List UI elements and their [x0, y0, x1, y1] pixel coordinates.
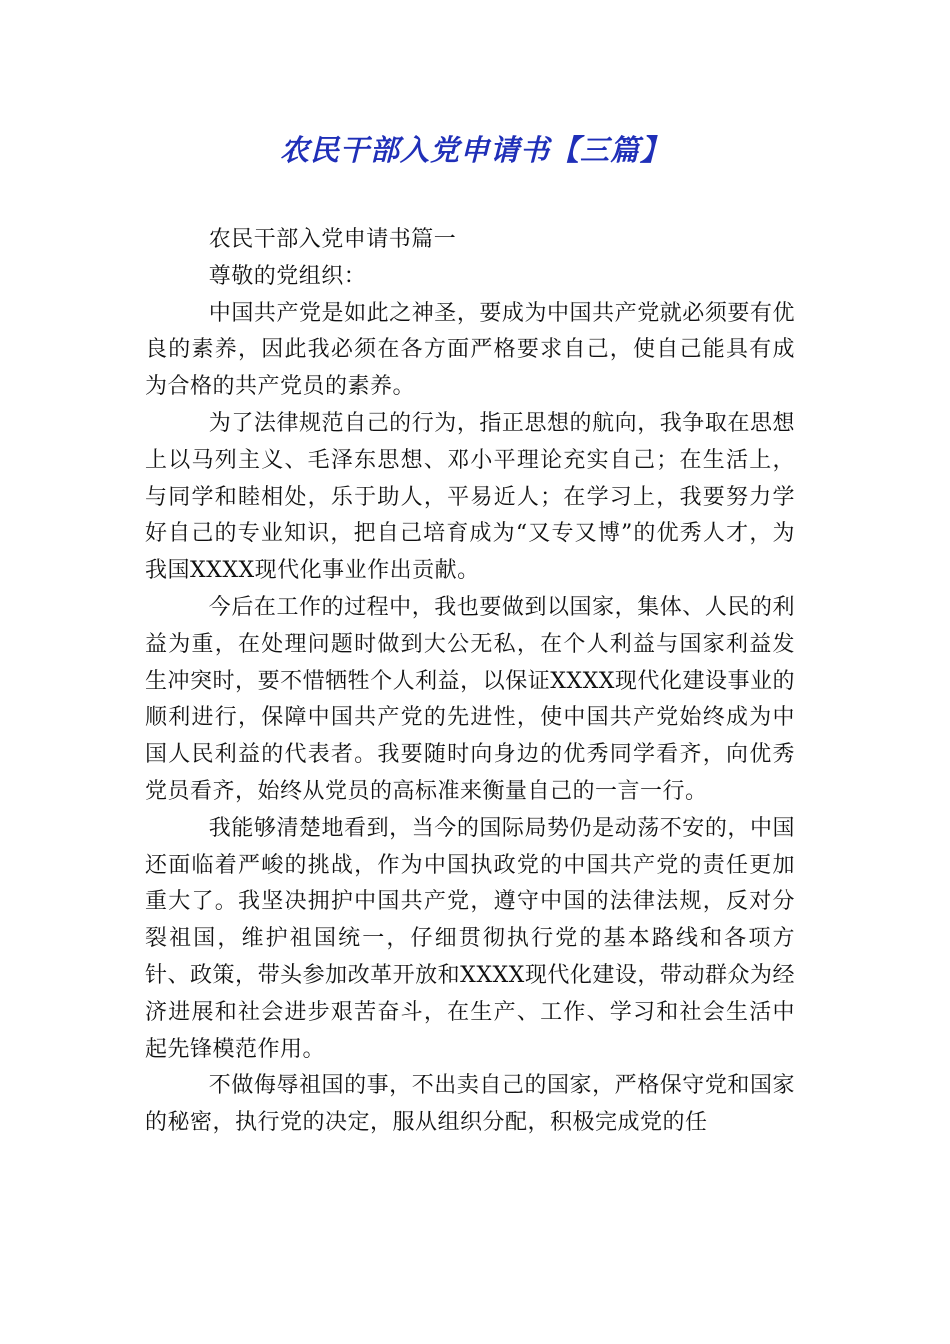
document-body: [145, 222, 795, 1142]
body-paragraph: 今后在工作的过程中，我也要做到以国家，集体、人民的利益为重，在处理问题时做到大公无私，在个人利益与国家利益发生冲突时，要不惜牺牲个人利益，以保证XXXX现代化建设事业的顺利进行，保障中国共产党的先进性，使中国共产党始终成为中国人民利益的代表者。我要随时向身边的优秀同学看齐，向优秀党员看齐，始终从党员的高标准来衡量自己的一言一行。: [145, 594, 795, 804]
document-title: 农民干部入党申请书【三篇】: [279, 133, 670, 167]
section-heading: 农民干部入党申请书篇一: [208, 227, 457, 252]
body-paragraph: 我能够清楚地看到，当今的国际局势仍是动荡不安的，中国还面临着严峻的挑战，作为中国执政党的中国共产党的责任更加重大了。我坚决拥护中国共产党，遵守中国的法律法规，反对分裂祖国，维护祖国统一，仔细贯彻执行党的基本路线和各项方针、政策，带头参加改革开放和XXXX现代化建设，带动群众为经济进展和社会进步艰苦奋斗，在生产、工作、学习和社会生活中起先锋模范作用。: [145, 815, 795, 1062]
salutation: 尊敬的党组织：: [208, 263, 367, 289]
body-paragraph: 为了法律规范自己的行为，指正思想的航向，我争取在思想上以马列主义、毛泽东思想、邓小平理论充实自己；在生活上，与同学和睦相处，乐于助人，平易近人；在学习上，我要努力学好自己的专业知识，把自己培育成为“又专又博”的优秀人才，为我国XXXX现代化事业作出贡献。: [145, 410, 795, 584]
body-paragraph: 中国共产党是如此之神圣，要成为中国共产党就必须要有优良的素养，因此我必须在各方面严格要求自己，使自己能具有成为合格的共产党员的素养。: [145, 300, 795, 400]
body-paragraph: 不做侮辱祖国的事，不出卖自己的国家，严格保守党和国家的秘密，执行党的决定，服从组织分配，积极完成党的任: [145, 1073, 795, 1136]
